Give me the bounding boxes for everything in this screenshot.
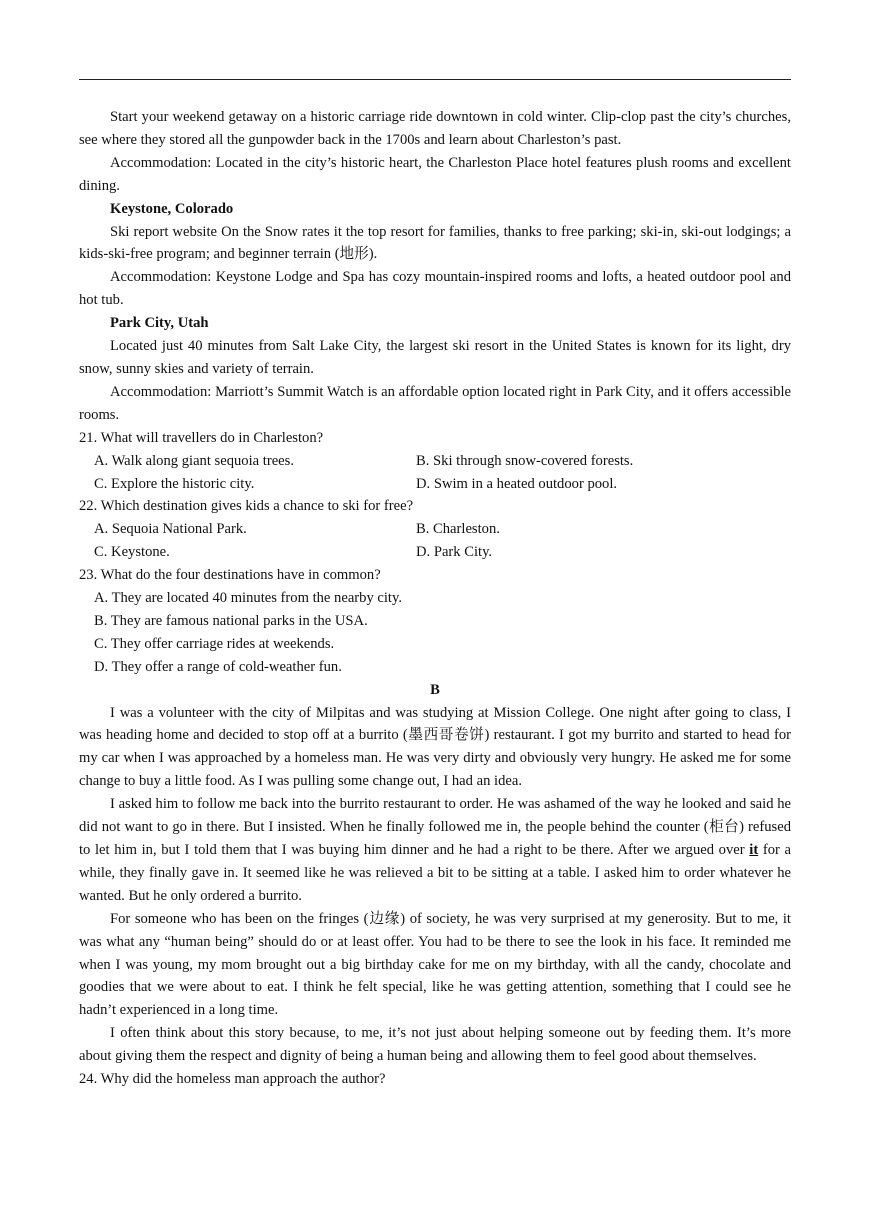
question-21-options bbox=[79, 450, 791, 496]
paragraph-2-before: I asked him to follow me back into the burrito restaurant to order. He was ashamed of the way he looked and said he did not want to go in there. But I insisted. When he finally followed me in, the people behind the counter (柜台) refused to let him in, but I told them that I was buying him dinner and he had a right to be there. After we argued over bbox=[79, 796, 791, 858]
page-content bbox=[79, 106, 791, 1091]
paragraph-2-after: for a while, they finally gave in. It seemed like he was relieved a bit to be sitting at a table. I asked him to order whatever he wanted. But he only ordered a burrito. bbox=[79, 842, 791, 904]
passage-b-paragraph-3: For someone who has been on the fringes (边缘) of society, he was very surprised at my generosity. But to me, it was what any “human being” should do or at least offer. You had to be there to see the look in his face. It reminded me when I was young, my mom brought out a big birthday cake for me on my birthday, with all the candy, chocolate and goodies that we were about to eat. I think he felt special, like he was getting attention, something that I could see he hadn’t experienced in a long time. bbox=[79, 910, 791, 1019]
passage-b-paragraph-2 bbox=[79, 793, 791, 908]
question-22-option-b: B. Charleston. bbox=[416, 521, 500, 538]
question-23-option-d: D. They offer a range of cold-weather fun. bbox=[94, 658, 342, 675]
header-rule bbox=[79, 79, 791, 80]
question-22-stem: 22. Which destination gives kids a chance to ski for free? bbox=[79, 498, 414, 515]
question-22-option-c: C. Keystone. bbox=[94, 544, 170, 561]
question-22-option-a: A. Sequoia National Park. bbox=[94, 521, 247, 538]
question-22-option-d: D. Park City. bbox=[416, 544, 493, 561]
question-21-option-b: B. Ski through snow-covered forests. bbox=[416, 452, 634, 469]
question-23-option-b: B. They are famous national parks in the USA. bbox=[94, 612, 368, 629]
charleston-accommodation: Accommodation: Located in the city’s historic heart, the Charleston Place hotel features plush rooms and excellent dining. bbox=[79, 154, 791, 194]
passage-b-paragraph-1: I was a volunteer with the city of Milpitas and was studying at Mission College. One night after going to class, I was heading home and decided to stop off at a burrito (墨西哥卷饼) restaurant. I got my burrito and started to head for my car when I was approached by a homeless man. He was very dirty and obviously very hungry. He asked me for some change to buy a little food. As I was pulling some change out, I had an idea. bbox=[79, 704, 791, 790]
keystone-accommodation: Accommodation: Keystone Lodge and Spa has cozy mountain-inspired rooms and lofts, a heated outdoor pool and hot tub. bbox=[79, 269, 791, 309]
question-21-option-d: D. Swim in a heated outdoor pool. bbox=[416, 475, 618, 492]
question-22-options bbox=[79, 518, 791, 564]
underlined-word-it: it bbox=[749, 842, 759, 858]
question-21-stem: 21. What will travellers do in Charleston? bbox=[79, 429, 324, 446]
question-23-stem: 23. What do the four destinations have in common? bbox=[79, 567, 381, 584]
parkcity-accommodation: Accommodation: Marriott’s Summit Watch is an affordable option located right in Park City, and it offers accessible rooms. bbox=[79, 383, 791, 423]
parkcity-paragraph: Located just 40 minutes from Salt Lake City, the largest ski resort in the United States is known for its light, dry snow, sunny skies and variety of terrain. bbox=[79, 338, 791, 377]
question-23-option-c: C. They offer carriage rides at weekends. bbox=[94, 635, 335, 652]
keystone-heading: Keystone, Colorado bbox=[110, 200, 234, 217]
parkcity-heading: Park City, Utah bbox=[110, 315, 209, 332]
keystone-paragraph: Ski report website On the Snow rates it the top resort for families, thanks to free parking; ski-in, ski-out lodgings; a kids-ski-free program; and beginner terrain (地形). bbox=[79, 223, 791, 263]
charleston-paragraph: Start your weekend getaway on a historic carriage ride downtown in cold winter. Clip-clop past the city’s churches, see where they stored all the gunpowder back in the 1700s and learn about Charleston’s past. bbox=[79, 109, 791, 148]
question-21-option-a: A. Walk along giant sequoia trees. bbox=[94, 452, 294, 469]
section-b-label: B bbox=[430, 681, 440, 698]
question-24-stem: 24. Why did the homeless man approach the author? bbox=[79, 1071, 386, 1088]
question-23-option-a: A. They are located 40 minutes from the nearby city. bbox=[94, 590, 402, 607]
question-21-option-c: C. Explore the historic city. bbox=[94, 475, 255, 492]
passage-b-paragraph-4: I often think about this story because, to me, it’s not just about helping someone out by feeding them. It’s more about giving them the respect and dignity of being a human being and allowing them to feel good about themselves. bbox=[79, 1025, 791, 1065]
